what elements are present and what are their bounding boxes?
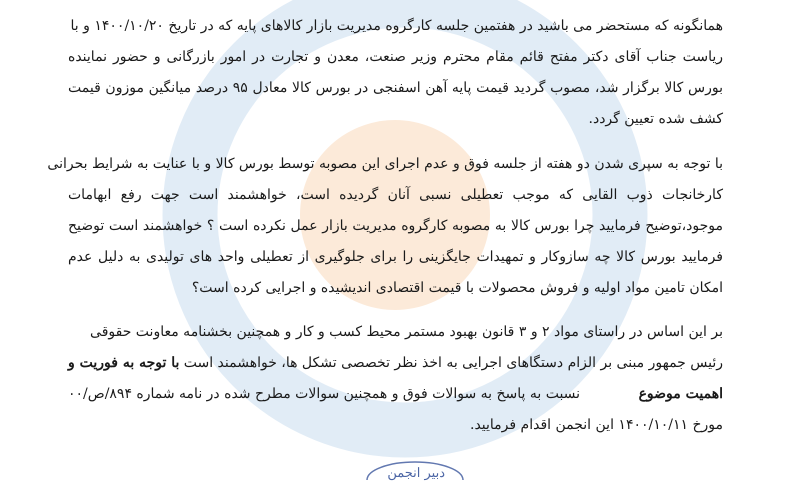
paragraph-3-emphasis-2: اهمیت موضوع bbox=[638, 386, 723, 402]
paragraph-1-line-3: بورس کالا برگزار شد، مصوب گردید قیمت پایه آهن اسفنجی در بورس کالا معادل ۹۵ درصد میانگین موزون قیمت bbox=[68, 80, 724, 96]
paragraph-3-line-2-text: رئیس جمهور مبنی بر الزام دستگاهای اجرایی به اخذ نظر تخصصی تشکل ها، خواهشمند است bbox=[183, 355, 723, 371]
paragraph-3-line-1: بر این اساس در راستای مواد ۲ و ۳ قانون بهبود مستمر محیط کسب و کار و همچنین بخشنامه معاونت حقوقی bbox=[90, 324, 723, 340]
paragraph-3-line-3 bbox=[68, 384, 723, 404]
paragraph-2-line-1: با توجه به سپری شدن دو هفته از جلسه فوق و عدم اجرای این مصوبه توسط بورس کالا و با عنایت به شرایط بحرانی bbox=[47, 156, 723, 172]
paragraph-2-line-3: موجود،توضیح فرمایید چرا بورس کالا به مصوبه کارگروه مدیریت بازار عمل نکرده است ؟ خواهشمند است توضیح bbox=[68, 218, 723, 234]
paragraph-3-line-3-text: نسبت به پاسخ به سوالات فوق و همچنین سوالات مطرح شده در نامه شماره ۸۹۴/ص/۰۰ bbox=[68, 386, 581, 402]
paragraph-1-line-4: کشف شده تعیین گردد. bbox=[588, 111, 723, 127]
paragraph-2-line-5: امکان تامین مواد اولیه و فروش محصولات با قیمت اقتصادی اندیشیده و اجرایی کرده است؟ bbox=[191, 280, 723, 296]
paragraph-2-line-4: فرمایید بورس کالا چه سازوکار و تمهیدات جایگزینی را برای جلوگیری از تعطیلی واحد های تولیدی به دلیل عدم bbox=[68, 249, 723, 265]
paragraph-1-line-2: ریاست جناب آقای دکتر مفتح قائم مقام محترم وزیر صنعت، معدن و تجارت در امور بازرگانی و حضور نماینده bbox=[68, 49, 723, 65]
paragraph-3-line-2 bbox=[68, 353, 723, 373]
paragraph-2-line-2: کارخانجات ذوب القایی که موجب تعطیلی نسبی آنان گردیده است، خواهشمند است جهت رفع ابهامات bbox=[68, 187, 723, 203]
paragraph-1-line-1: همانگونه که مستحضر می باشید در هفتمین جلسه کارگروه مدیریت بازار کالاهای پایه که در تاریخ ۱۴۰۰/۱۰/۲۰ و با bbox=[70, 18, 723, 34]
paragraph-3-line-4: مورخ ۱۴۰۰/۱۰/۱۱ این انجمن اقدام فرمایید. bbox=[470, 417, 723, 433]
footer-fragment: دبیر انجمن bbox=[387, 466, 445, 481]
paragraph-3-emphasis-1: با توجه به فوریت و bbox=[68, 355, 180, 371]
